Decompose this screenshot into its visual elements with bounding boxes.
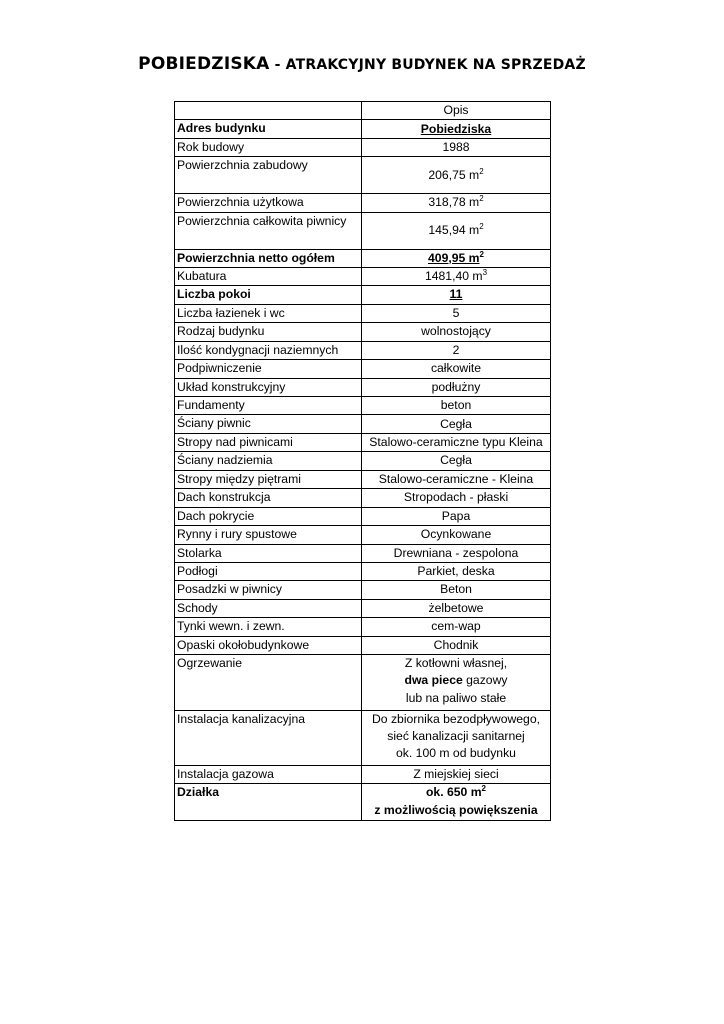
page-title bbox=[0, 54, 724, 74]
table-row-heating bbox=[175, 655, 551, 710]
table-row bbox=[175, 618, 551, 636]
row-value: podłużny bbox=[362, 378, 551, 396]
table-row-usable-area bbox=[175, 194, 551, 212]
row-label: Podpiwniczenie bbox=[175, 360, 362, 378]
page-title-subtitle: - ATRAKCYJNY BUDYNEK NA SPRZEDAŻ bbox=[269, 57, 586, 73]
row-label: Posadzki w piwnicy bbox=[175, 581, 362, 599]
row-value-line: sieć kanalizacji sanitarnej bbox=[387, 728, 525, 743]
table-row bbox=[175, 562, 551, 580]
row-value-cell bbox=[362, 655, 551, 710]
row-label: Powierzchnia użytkowa bbox=[175, 194, 362, 212]
row-value: Ocynkowane bbox=[362, 526, 551, 544]
row-value: Papa bbox=[362, 507, 551, 525]
row-value-line: ok. 100 m od budynku bbox=[396, 746, 516, 761]
row-value: Beton bbox=[362, 581, 551, 599]
row-value-cell bbox=[362, 784, 551, 821]
row-value-line: z możliwością powiększenia bbox=[374, 802, 538, 817]
table-row bbox=[175, 470, 551, 488]
row-label: Adres budynku bbox=[175, 120, 362, 138]
row-label: Dach pokrycie bbox=[175, 507, 362, 525]
table-row-basement-area bbox=[175, 212, 551, 249]
unit-exponent: 2 bbox=[479, 221, 484, 231]
row-value-cell bbox=[362, 157, 551, 194]
row-label: Rodzaj budynku bbox=[175, 323, 362, 341]
table-row-sewage bbox=[175, 710, 551, 765]
table-row bbox=[175, 526, 551, 544]
row-value: całkowite bbox=[362, 360, 551, 378]
row-value: Chodnik bbox=[362, 636, 551, 654]
row-value-line: Z kotłowni własnej, bbox=[404, 656, 508, 671]
table-row-net-area bbox=[175, 249, 551, 267]
table-row bbox=[175, 507, 551, 525]
row-value: Cegła bbox=[362, 452, 551, 470]
row-value: beton bbox=[362, 397, 551, 415]
table-row bbox=[175, 581, 551, 599]
row-label: Powierzchnia netto ogółem bbox=[175, 249, 362, 267]
row-value-line bbox=[364, 672, 548, 689]
row-label: Podłogi bbox=[175, 562, 362, 580]
table-row bbox=[175, 397, 551, 415]
row-label: Ogrzewanie bbox=[175, 655, 362, 710]
table-row bbox=[175, 599, 551, 617]
row-value: 5 bbox=[362, 304, 551, 322]
row-value-text: ok. 650 m bbox=[425, 785, 482, 800]
row-value-emphasis: dwa piece bbox=[404, 673, 463, 688]
row-value: żelbetowe bbox=[362, 599, 551, 617]
row-label: Ilość kondygnacji naziemnych bbox=[175, 341, 362, 359]
table-row-gas bbox=[175, 765, 551, 783]
row-label: Ściany nadziemia bbox=[175, 452, 362, 470]
row-value-line bbox=[364, 784, 548, 801]
row-label: Schody bbox=[175, 599, 362, 617]
row-label: Działka bbox=[175, 784, 362, 821]
row-value: 318,78 m bbox=[428, 195, 480, 210]
row-label: Liczba łazienek i wc bbox=[175, 304, 362, 322]
table-row-plot bbox=[175, 784, 551, 821]
property-spec-table bbox=[174, 101, 551, 821]
table-row bbox=[175, 378, 551, 396]
table-row bbox=[175, 452, 551, 470]
row-label: Kubatura bbox=[175, 267, 362, 285]
row-label: Powierzchnia zabudowy bbox=[175, 157, 362, 194]
row-value-cell bbox=[362, 194, 551, 212]
row-value: Stalowo-ceramiczne - Kleina bbox=[362, 470, 551, 488]
row-label: Fundamenty bbox=[175, 397, 362, 415]
row-value: 145,94 m bbox=[428, 222, 480, 237]
row-label: Liczba pokoi bbox=[175, 286, 362, 304]
table-row bbox=[175, 341, 551, 359]
table-row bbox=[175, 544, 551, 562]
unit-exponent: 2 bbox=[479, 249, 484, 259]
table-row-built-area bbox=[175, 157, 551, 194]
row-value-cell bbox=[362, 212, 551, 249]
row-value: Stalowo-ceramiczne typu Kleina bbox=[362, 433, 551, 451]
row-value: cem-wap bbox=[362, 618, 551, 636]
row-label: Powierzchnia całkowita piwnicy bbox=[175, 212, 362, 249]
row-value-line: lub na paliwo stałe bbox=[405, 690, 507, 705]
table-row bbox=[175, 360, 551, 378]
table-row-year bbox=[175, 138, 551, 156]
table-row bbox=[175, 636, 551, 654]
row-value: 1481,40 m bbox=[424, 269, 483, 284]
page-title-main: POBIEDZISKA bbox=[138, 54, 270, 74]
row-value: Z miejskiej sieci bbox=[362, 765, 551, 783]
table-row bbox=[175, 489, 551, 507]
row-value-text: gazowy bbox=[462, 673, 508, 688]
table-row-rooms bbox=[175, 286, 551, 304]
row-label: Ściany piwnic bbox=[175, 415, 362, 433]
row-value: 409,95 m bbox=[428, 250, 480, 265]
row-label: Stropy między piętrami bbox=[175, 470, 362, 488]
unit-exponent: 2 bbox=[481, 784, 486, 794]
header-label-cell bbox=[175, 102, 362, 120]
table-row bbox=[175, 323, 551, 341]
row-label: Instalacja gazowa bbox=[175, 765, 362, 783]
row-value-cell bbox=[362, 249, 551, 267]
row-label: Rok budowy bbox=[175, 138, 362, 156]
row-value: Parkiet, deska bbox=[362, 562, 551, 580]
row-label: Stolarka bbox=[175, 544, 362, 562]
row-value-cell bbox=[362, 710, 551, 765]
table-row-volume bbox=[175, 267, 551, 285]
row-value-cell bbox=[362, 267, 551, 285]
row-value-line: Do zbiornika bezodpływowego, bbox=[371, 711, 540, 726]
unit-exponent: 2 bbox=[479, 194, 484, 204]
unit-exponent: 2 bbox=[479, 166, 484, 176]
row-label: Układ konstrukcyjny bbox=[175, 378, 362, 396]
header-value-cell: Opis bbox=[362, 102, 551, 120]
row-value: Drewniana - zespolona bbox=[362, 544, 551, 562]
row-value: 2 bbox=[362, 341, 551, 359]
unit-exponent: 3 bbox=[482, 267, 488, 277]
row-value: Stropodach - płaski bbox=[362, 489, 551, 507]
row-label: Instalacja kanalizacyjna bbox=[175, 710, 362, 765]
row-value: Cegła bbox=[362, 415, 551, 433]
row-label: Rynny i rury spustowe bbox=[175, 526, 362, 544]
row-label: Dach konstrukcja bbox=[175, 489, 362, 507]
row-value: Pobiedziska bbox=[362, 120, 551, 138]
table-row bbox=[175, 433, 551, 451]
row-value: wolnostojący bbox=[362, 323, 551, 341]
table-row bbox=[175, 304, 551, 322]
row-value: 11 bbox=[362, 286, 551, 304]
row-value: 1988 bbox=[362, 138, 551, 156]
table-header-row bbox=[175, 102, 551, 120]
row-value: 206,75 m bbox=[428, 167, 480, 182]
row-label: Tynki wewn. i zewn. bbox=[175, 618, 362, 636]
table-row-address bbox=[175, 120, 551, 138]
table-row bbox=[175, 415, 551, 433]
row-label: Stropy nad piwnicami bbox=[175, 433, 362, 451]
row-label: Opaski okołobudynkowe bbox=[175, 636, 362, 654]
